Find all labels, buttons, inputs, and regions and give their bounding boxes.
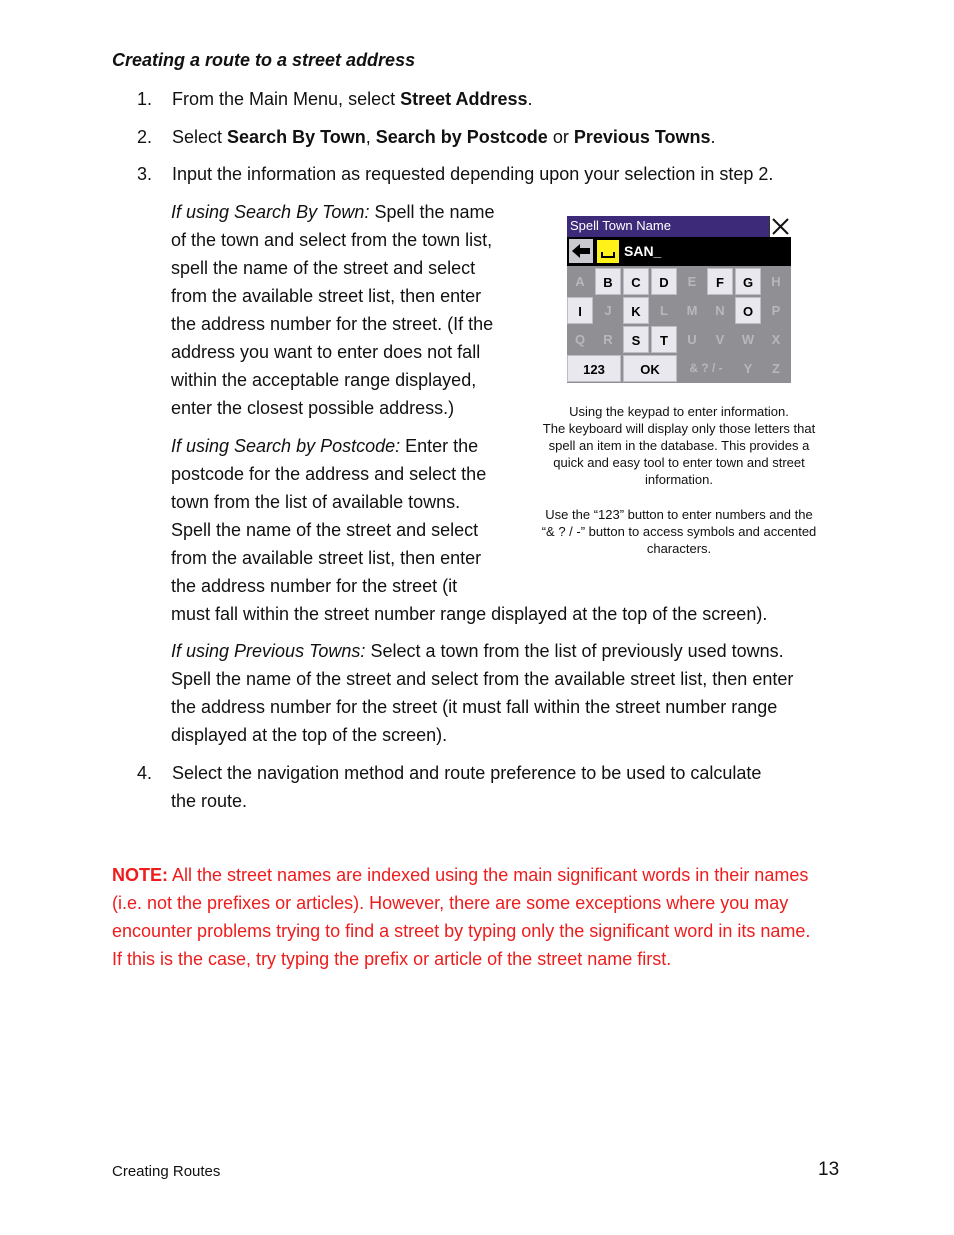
figure-caption: Using the keypad to enter information. The keyboard will display only those letters that spell an item in the database. This provides a quick and easy tool to enter town and street information. (542, 404, 816, 487)
step-text: Select the navigation method and route preference to be used to calculate (172, 763, 762, 783)
key-d[interactable]: D (651, 268, 677, 295)
key-f[interactable]: F (707, 268, 733, 295)
key-r[interactable]: R (595, 326, 621, 353)
step-number: 2. (137, 127, 153, 147)
key-k[interactable]: K (623, 297, 649, 324)
key-e[interactable]: E (679, 268, 705, 295)
device-input-text: SAN_ (624, 243, 662, 259)
step-text: Select Search By Town, Search by Postcode or Previous Towns. (172, 127, 716, 147)
step-4 (137, 759, 837, 819)
section-heading: Creating a route to a street address (112, 50, 416, 70)
numbers-key[interactable]: 123 (567, 355, 621, 382)
device-input-row (567, 237, 791, 266)
key-n[interactable]: N (707, 297, 733, 324)
close-icon[interactable] (769, 216, 791, 237)
key-c[interactable]: C (623, 268, 649, 295)
backspace-arrow-icon[interactable] (569, 239, 593, 263)
search-by-postcode-paragraph: If using Search by Postcode: Enter the postcode for the address and select the town from the list of available towns. Spell the name of the street and select from the available street list, then enter the address number for the street (it must fall within the street number range displayed at the top of the screen). (171, 436, 768, 624)
ok-key[interactable]: OK (623, 355, 677, 382)
key-j[interactable]: J (595, 297, 621, 324)
key-x[interactable]: X (763, 326, 789, 353)
key-l[interactable]: L (651, 297, 677, 324)
key-m[interactable]: M (679, 297, 705, 324)
key-p[interactable]: P (763, 297, 789, 324)
figure-caption-buttons: Use the “123” button to enter numbers and the “& ? / -” button to access symbols and accented characters. (541, 507, 817, 556)
symbols-key[interactable]: & ? / - (679, 355, 733, 382)
key-i[interactable]: I (567, 297, 593, 324)
note-paragraph: NOTE: All the street names are indexed using the main significant words in their names (i.e. not the prefixes or articles). However, there are some exceptions where you may encounter problems trying to find a street by typing only the significant word in its name. If this is the case, try typing the prefix or article of the street name first. (112, 865, 811, 969)
spell-town-name-screenshot (567, 216, 791, 383)
key-t[interactable]: T (651, 326, 677, 353)
footer-section-name: Creating Routes (112, 1163, 221, 1180)
key-o[interactable]: O (735, 297, 761, 324)
key-u[interactable]: U (679, 326, 705, 353)
device-title: Spell Town Name (570, 218, 671, 233)
key-b[interactable]: B (595, 268, 621, 295)
key-g[interactable]: G (735, 268, 761, 295)
key-s[interactable]: S (623, 326, 649, 353)
device-title-bar (567, 216, 791, 237)
key-v[interactable]: V (707, 326, 733, 353)
step-text: Input the information as requested depending upon your selection in step 2. (172, 164, 774, 184)
key-h[interactable]: H (763, 268, 789, 295)
key-a[interactable]: A (567, 268, 593, 295)
search-by-town-paragraph: If using Search By Town: Spell the name of the town and select from the town list, spell the name of the street and select from the available street list, then enter the address number for the street. (If the address you want to enter does not fall within the acceptable range displayed, enter the closest possible address.) (171, 202, 495, 418)
step-text: From the Main Menu, select Street Address. (172, 89, 533, 109)
key-y[interactable]: Y (735, 355, 761, 382)
note-label: NOTE: (112, 865, 168, 885)
key-q[interactable]: Q (567, 326, 593, 353)
step-number: 1. (137, 89, 153, 109)
key-w[interactable]: W (735, 326, 761, 353)
space-key-icon[interactable] (597, 240, 619, 263)
step-number: 3. (137, 164, 153, 184)
step-number: 4. (137, 763, 153, 783)
previous-towns-paragraph: If using Previous Towns: Select a town from the list of previously used towns. Spell the name of the street and select from the available street list, then enter the address number for the street (it must fall within the street number range displayed at the top of the screen). (171, 641, 794, 745)
page-number: 13 (818, 1159, 840, 1180)
key-z[interactable]: Z (763, 355, 789, 382)
step-text-continued: the route. (171, 791, 248, 811)
